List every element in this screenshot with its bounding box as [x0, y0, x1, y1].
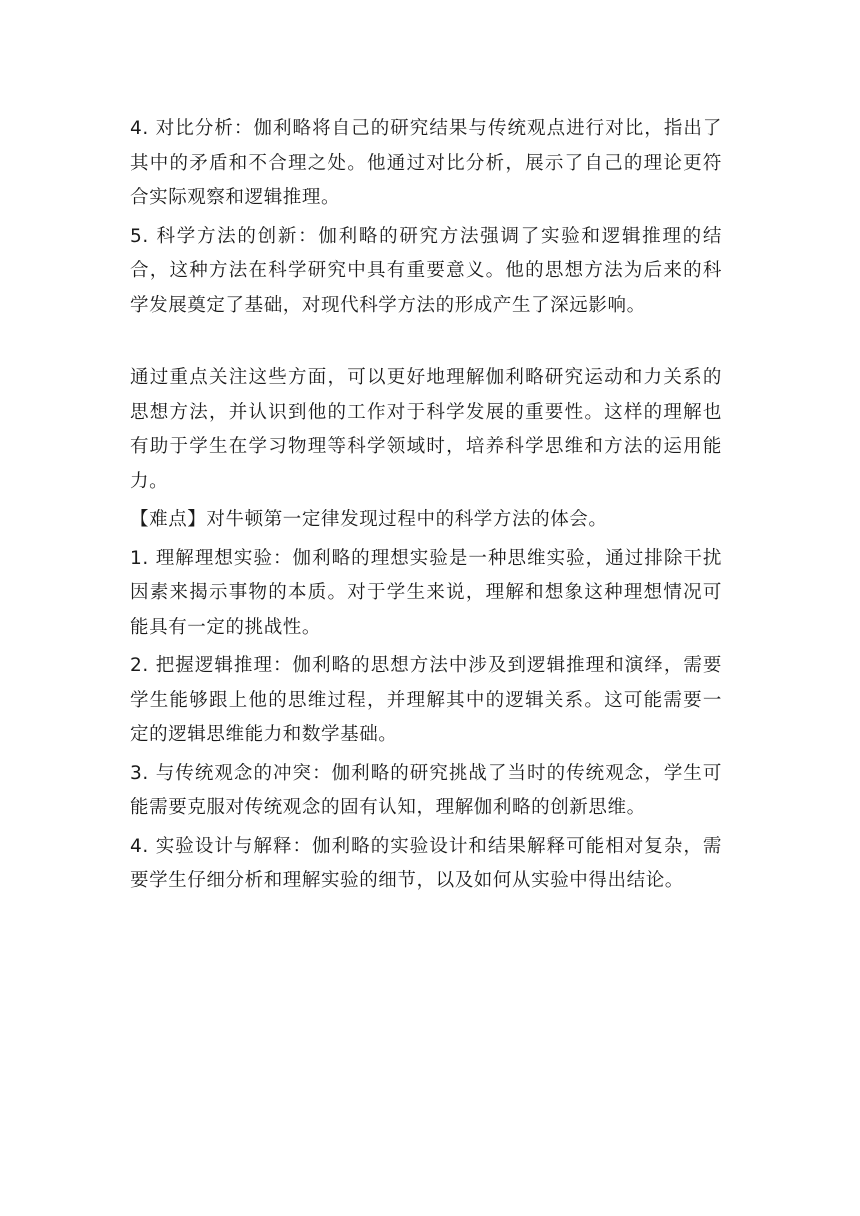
difficulty-heading: 【难点】对牛顿第一定律发现过程中的科学方法的体会。: [130, 509, 608, 530]
list-item: 3. 与传统观念的冲突：伽利略的研究挑战了当时的传统观念，学生可能需要克服对传统观念的固有认知，理解伽利略的创新思维。: [130, 762, 722, 818]
list-item: 4. 对比分析：伽利略将自己的研究结果与传统观点进行对比，指出了其中的矛盾和不合理之处。他通过对比分析，展示了自己的理论更符合实际观察和逻辑推理。: [130, 118, 722, 208]
list-item: 5. 科学方法的创新：伽利略的研究方法强调了实验和逻辑推理的结合，这种方法在科学研究中具有重要意义。他的思想方法为后来的科学发展奠定了基础，对现代科学方法的形成产生了深远影响。: [130, 225, 722, 316]
list-item: 4. 实验设计与解释：伽利略的实验设计和结果解释可能相对复杂，需要学生仔细分析和理解实验的细节，以及如何从实验中得出结论。: [130, 835, 722, 891]
summary-paragraph: 通过重点关注这些方面，可以更好地理解伽利略研究运动和力关系的思想方法，并认识到他的工作对于科学发展的重要性。这样的理解也有助于学生在学习物理等科学领域时，培养科学思维和方法的运用能力。: [130, 367, 722, 492]
list-item: 1. 理解理想实验：伽利略的理想实验是一种思维实验，通过排除干扰因素来揭示事物的本质。对于学生来说，理解和想象这种理想情况可能具有一定的挑战性。: [130, 547, 722, 638]
list-item: 2. 把握逻辑推理：伽利略的思想方法中涉及到逻辑推理和演绎，需要学生能够跟上他的思维过程，并理解其中的逻辑关系。这可能需要一定的逻辑思维能力和数学基础。: [130, 655, 722, 745]
document-body: [130, 112, 722, 903]
paragraph-gap: [130, 327, 722, 361]
